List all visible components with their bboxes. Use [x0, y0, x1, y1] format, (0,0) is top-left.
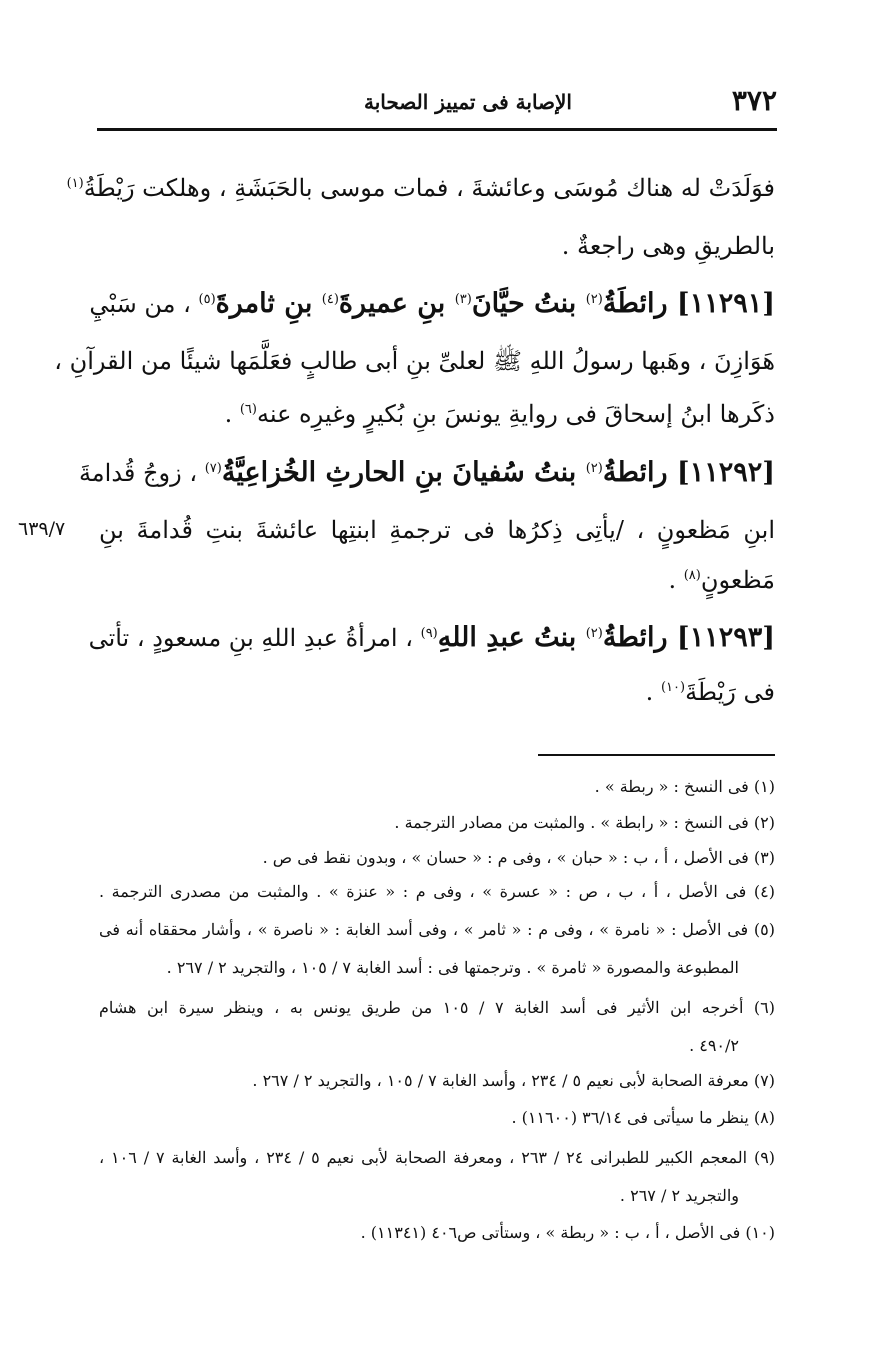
- footnote-8: (٨) ينظر ما سيأتى فى ٣٦/١٤ (١١٦٠٠) .: [511, 1108, 775, 1127]
- footnote-9: (٩) المعجم الكبير للطبرانى ٢٤ / ٢٦٣ ، ومعرفة الصحابة لأبى نعيم ٥ / ٢٣٤ ، وأسد الغابة ٧ / ١٠٦ ،: [99, 1148, 776, 1167]
- entry-11292-line-3: مَظعونٍ$^{(٨)}$ .: [668, 566, 775, 594]
- footnote-2: (٢) فى النسخ : « رابطة » . والمثبت من مصادر الترجمة .: [394, 813, 775, 832]
- entry-heading: [١١٢٩١] رائطَةُ: [602, 288, 775, 319]
- entry-11291-line-1: [١١٢٩١] رائطَةُ$^{(٢)}$ بنتُ حيَّانَ$^{(٣)}$ بنِ عميرةَ$^{(٤)}$ بنِ ثامرةَ$^{(٥)}$ ، من سَبْيِ: [89, 288, 775, 319]
- entry-heading: [١١٢٩٣] رائطةُ: [602, 622, 775, 653]
- footnote-6: (٦) أخرجه ابن الأثير فى أسد الغابة ٧ / ١٠٥ من طريق يونس به ، وينظر سيرة ابن هشام: [99, 998, 776, 1017]
- footnote-marker: (٢): [585, 292, 603, 307]
- footnote-6-continued: ٤٩٠/٢ .: [689, 1036, 739, 1055]
- footnote-marker: (٥): [198, 292, 216, 307]
- footnote-1: (١) فى النسخ : « ربطة » .: [594, 777, 775, 796]
- footnote-marker: (٧): [204, 461, 222, 476]
- margin-reference: ٦٣٩/٧: [18, 518, 66, 540]
- entry-11292-line-2: ابنِ مَظعونٍ ، /يأتِى ذِكرُها فى ترجمةِ ابنتِها عائشةَ بنتِ قُدامةَ بنِ: [99, 516, 775, 544]
- footnote-marker: (١٠): [660, 680, 686, 695]
- footnote-5-continued: المطبوعة والمصورة « ثامرة » . وترجمتها فى : أسد الغابة ٧ / ١٠٥ ، والتجريد ٢ / ٢٦٧ .: [166, 958, 739, 977]
- header-rule: [97, 128, 777, 131]
- entry-11291-line-2: هَوَازِنَ ، وهَبها رسولُ اللهِ ﷺ لعلىِّ بنِ أبى طالبٍ فعَلَّمَها شيئًا من القرآنِ ،: [54, 347, 775, 375]
- footnote-marker: (٦): [239, 402, 257, 417]
- footnote-5: (٥) فى الأصل : « نامرة » ، وفى م : « ثامر » ، وفى أسد الغابة : « ناصرة » ، وأشار محققاه أنه فى: [99, 920, 775, 939]
- entry-11291-line-3: ذكَرها ابنُ إسحاقَ فى روايةِ يونسَ بنِ بُكيرٍ وغيرِه عنه$^{(٦)}$ .: [224, 400, 775, 428]
- footnote-marker: (٤): [321, 292, 339, 307]
- entry-11293-line-2: فى رَيْطَةَ$^{(١٠)}$ .: [645, 678, 775, 706]
- footnote-3: (٣) فى الأصل ، أ ، ب : « حبان » ، وفى م : « حسان » ، وبدون نقط فى ص .: [262, 848, 775, 867]
- body-line-2: بالطريقِ وهى راجعةٌ .: [561, 232, 775, 260]
- footnote-9-continued: والتجريد ٢ / ٢٦٧ .: [619, 1186, 739, 1205]
- footnote-marker: (٨): [683, 568, 701, 583]
- footnote-marker: (١): [66, 176, 84, 191]
- footnote-separator: [538, 754, 775, 756]
- footnote-marker: (٢): [585, 626, 603, 641]
- entry-11292-line-1: [١١٢٩٢] رائطةُ$^{(٢)}$ بنتُ سُفيانَ بنِ الحارثِ الخُزاعِيَّةُ$^{(٧)}$ ، زوجُ قُدامةَ: [78, 457, 775, 488]
- body-line-1: فوَلَدَتْ له هناك مُوسَى وعائشةَ ، فمات موسى بالحَبَشَةِ ، وهلكت رَيْطَةُ$^{(١)}$: [66, 174, 775, 202]
- footnote-4: (٤) فى الأصل ، أ ، ب ، ص : « عسرة » ، وفى م : « عنزة » . والمثبت من مصدرى الترجمة .: [99, 882, 775, 901]
- footnote-10: (١٠) فى الأصل ، أ ، ب : « ربطة » ، وستأتى ص٤٠٦ (١١٣٤١) .: [360, 1223, 775, 1242]
- entry-11293-line-1: [١١٢٩٣] رائطةُ$^{(٢)}$ بنتُ عبدِ اللهِ$^{(٩)}$ ، امرأةُ عبدِ اللهِ بنِ مسعودٍ ، تأتى: [88, 622, 775, 653]
- footnote-marker: (٣): [454, 292, 472, 307]
- footnote-marker: (٢): [585, 461, 603, 476]
- running-title: الإصابة فى تمييز الصحابة: [364, 90, 572, 114]
- footnote-7: (٧) معرفة الصحابة لأبى نعيم ٥ / ٢٣٤ ، وأسد الغابة ٧ / ١٠٥ ، والتجريد ٢ / ٢٦٧ .: [252, 1071, 775, 1090]
- footnote-marker: (٩): [420, 626, 438, 641]
- page-number: ٣٧٢: [731, 84, 777, 117]
- entry-heading: [١١٢٩٢] رائطةُ: [602, 457, 775, 488]
